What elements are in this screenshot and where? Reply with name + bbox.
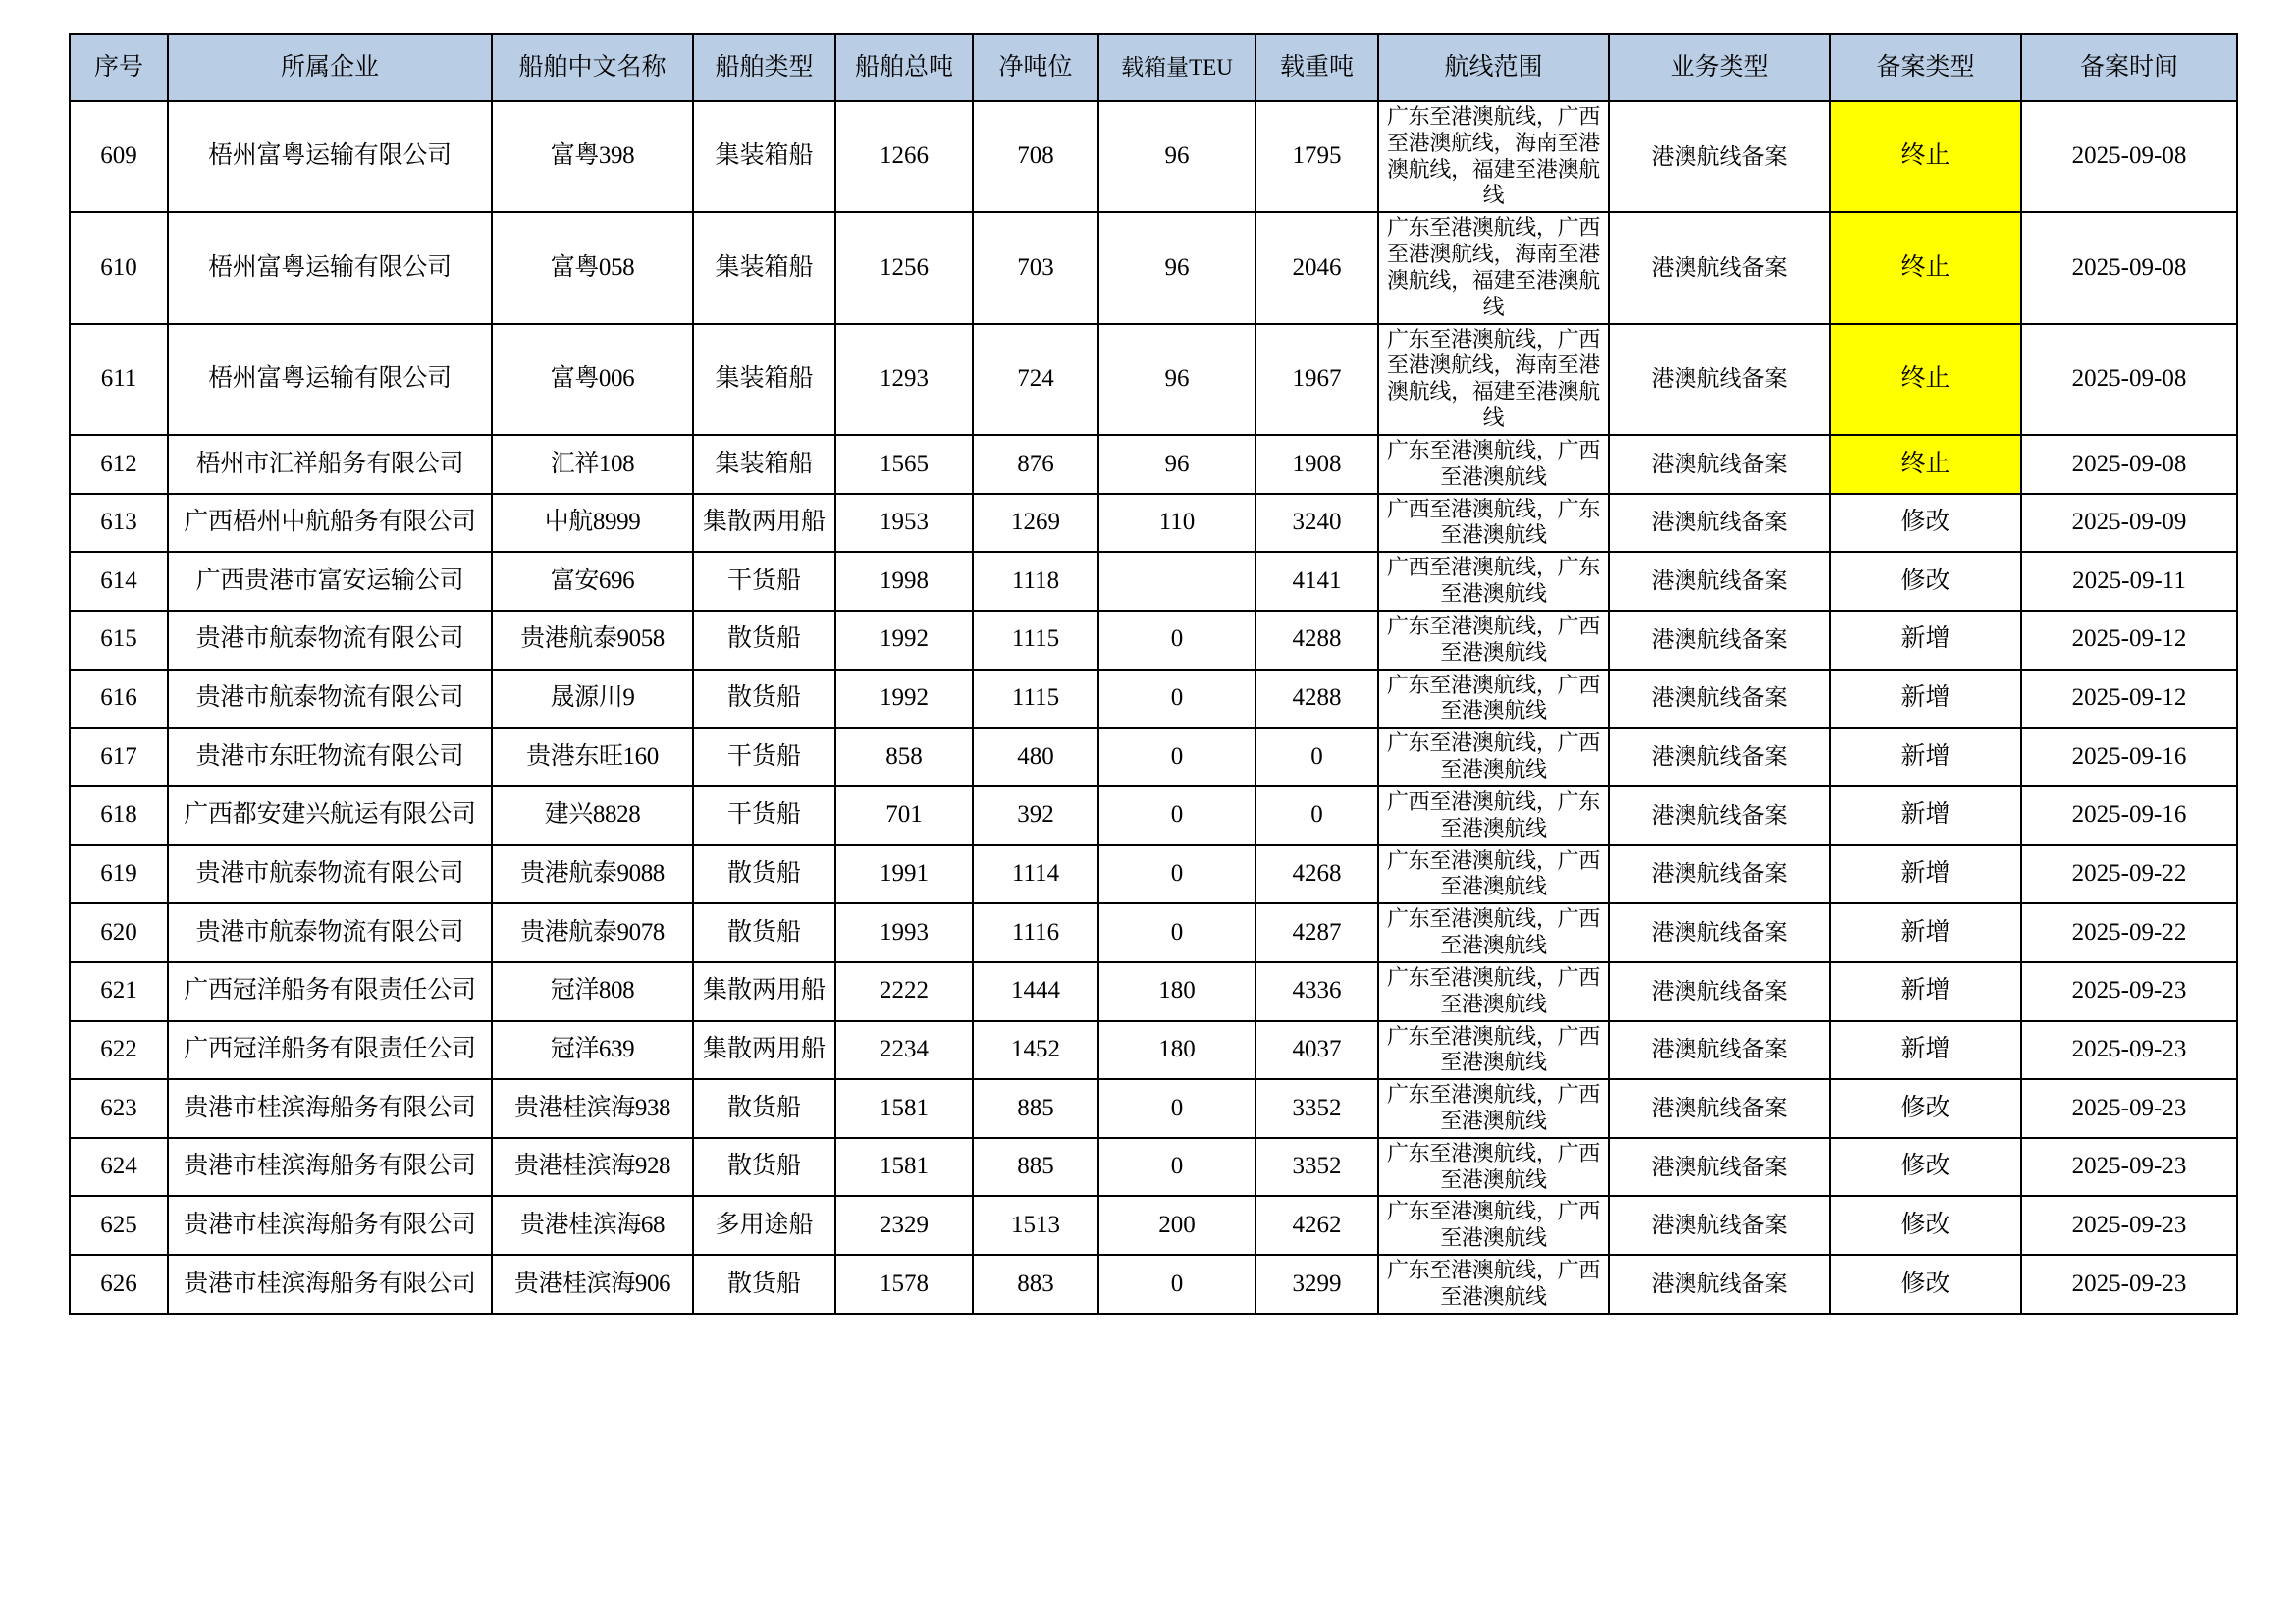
cell-ship-type: 散货船 xyxy=(693,611,835,670)
cell-seq: 619 xyxy=(70,845,168,904)
cell-record-date: 2025-09-23 xyxy=(2021,1079,2237,1138)
cell-ship-type: 集散两用船 xyxy=(693,1021,835,1080)
cell-route: 广西至港澳航线，广东至港澳航线 xyxy=(1378,786,1609,845)
column-header-teu: 载箱量TEU xyxy=(1098,34,1255,101)
cell-seq: 624 xyxy=(70,1138,168,1197)
cell-record-date: 2025-09-23 xyxy=(2021,1138,2237,1197)
cell-ship-type: 干货船 xyxy=(693,728,835,786)
column-header-gross-tonnage: 船舶总吨 xyxy=(835,34,973,101)
cell-record-date: 2025-09-09 xyxy=(2021,494,2237,553)
cell-deadweight: 3352 xyxy=(1255,1079,1378,1138)
cell-ship-type: 集散两用船 xyxy=(693,494,835,553)
cell-record-type: 新增 xyxy=(1830,845,2021,904)
table-row xyxy=(70,212,2237,323)
table-row xyxy=(70,324,2237,435)
cell-gross-tonnage: 1953 xyxy=(835,494,973,553)
cell-ship-type: 集散两用船 xyxy=(693,962,835,1021)
cell-record-type: 终止 xyxy=(1830,101,2021,212)
cell-company: 贵港市桂滨海船务有限公司 xyxy=(168,1138,492,1197)
cell-ship-name: 富安696 xyxy=(492,552,693,611)
cell-net-tonnage: 883 xyxy=(973,1255,1098,1314)
cell-business-type: 港澳航线备案 xyxy=(1609,552,1830,611)
cell-gross-tonnage: 1992 xyxy=(835,670,973,729)
column-header-record-date: 备案时间 xyxy=(2021,34,2237,101)
cell-business-type: 港澳航线备案 xyxy=(1609,1196,1830,1255)
cell-gross-tonnage: 858 xyxy=(835,728,973,786)
cell-deadweight: 4262 xyxy=(1255,1196,1378,1255)
cell-record-type: 新增 xyxy=(1830,611,2021,670)
cell-business-type: 港澳航线备案 xyxy=(1609,1255,1830,1314)
cell-net-tonnage: 1444 xyxy=(973,962,1098,1021)
cell-company: 贵港市桂滨海船务有限公司 xyxy=(168,1079,492,1138)
cell-gross-tonnage: 1998 xyxy=(835,552,973,611)
cell-gross-tonnage: 1293 xyxy=(835,324,973,435)
cell-seq: 618 xyxy=(70,786,168,845)
cell-ship-type: 散货船 xyxy=(693,1255,835,1314)
cell-company: 广西贵港市富安运输公司 xyxy=(168,552,492,611)
cell-ship-name: 建兴8828 xyxy=(492,786,693,845)
column-header-ship-name: 船舶中文名称 xyxy=(492,34,693,101)
table-row xyxy=(70,552,2237,611)
cell-ship-name: 中航8999 xyxy=(492,494,693,553)
cell-deadweight: 4037 xyxy=(1255,1021,1378,1080)
cell-net-tonnage: 1452 xyxy=(973,1021,1098,1080)
cell-teu: 180 xyxy=(1098,1021,1255,1080)
cell-teu: 0 xyxy=(1098,670,1255,729)
cell-gross-tonnage: 1565 xyxy=(835,435,973,494)
cell-deadweight: 4268 xyxy=(1255,845,1378,904)
cell-route: 广东至港澳航线，广西至港澳航线 xyxy=(1378,962,1609,1021)
cell-route: 广东至港澳航线，广西至港澳航线 xyxy=(1378,728,1609,786)
column-header-record-type: 备案类型 xyxy=(1830,34,2021,101)
cell-company: 贵港市航泰物流有限公司 xyxy=(168,670,492,729)
cell-net-tonnage: 885 xyxy=(973,1138,1098,1197)
cell-record-type: 新增 xyxy=(1830,962,2021,1021)
cell-seq: 616 xyxy=(70,670,168,729)
cell-deadweight: 4288 xyxy=(1255,670,1378,729)
cell-deadweight: 4141 xyxy=(1255,552,1378,611)
cell-teu: 180 xyxy=(1098,962,1255,1021)
cell-company: 贵港市航泰物流有限公司 xyxy=(168,845,492,904)
cell-record-type: 终止 xyxy=(1830,324,2021,435)
cell-gross-tonnage: 1991 xyxy=(835,845,973,904)
cell-company: 贵港市桂滨海船务有限公司 xyxy=(168,1196,492,1255)
cell-ship-name: 富粤006 xyxy=(492,324,693,435)
table-row xyxy=(70,1138,2237,1197)
cell-gross-tonnage: 1993 xyxy=(835,903,973,962)
cell-record-type: 修改 xyxy=(1830,1079,2021,1138)
cell-record-date: 2025-09-22 xyxy=(2021,845,2237,904)
cell-teu: 0 xyxy=(1098,611,1255,670)
table-row xyxy=(70,786,2237,845)
cell-teu: 110 xyxy=(1098,494,1255,553)
cell-business-type: 港澳航线备案 xyxy=(1609,1138,1830,1197)
table-row xyxy=(70,728,2237,786)
cell-net-tonnage: 703 xyxy=(973,212,1098,323)
cell-deadweight: 0 xyxy=(1255,786,1378,845)
cell-seq: 609 xyxy=(70,101,168,212)
cell-ship-name: 贵港东旺160 xyxy=(492,728,693,786)
cell-net-tonnage: 885 xyxy=(973,1079,1098,1138)
cell-teu: 96 xyxy=(1098,212,1255,323)
cell-company: 贵港市航泰物流有限公司 xyxy=(168,611,492,670)
cell-teu: 0 xyxy=(1098,903,1255,962)
cell-route: 广西至港澳航线，广东至港澳航线 xyxy=(1378,552,1609,611)
cell-company: 贵港市航泰物流有限公司 xyxy=(168,903,492,962)
cell-company: 广西冠洋船务有限责任公司 xyxy=(168,1021,492,1080)
cell-seq: 621 xyxy=(70,962,168,1021)
cell-ship-name: 汇祥108 xyxy=(492,435,693,494)
cell-gross-tonnage: 2234 xyxy=(835,1021,973,1080)
cell-ship-name: 贵港桂滨海906 xyxy=(492,1255,693,1314)
cell-ship-type: 多用途船 xyxy=(693,1196,835,1255)
cell-record-type: 新增 xyxy=(1830,786,2021,845)
cell-business-type: 港澳航线备案 xyxy=(1609,494,1830,553)
cell-record-type: 修改 xyxy=(1830,1196,2021,1255)
cell-net-tonnage: 1116 xyxy=(973,903,1098,962)
cell-company: 梧州富粤运输有限公司 xyxy=(168,212,492,323)
cell-teu: 96 xyxy=(1098,101,1255,212)
cell-record-type: 终止 xyxy=(1830,212,2021,323)
cell-net-tonnage: 1513 xyxy=(973,1196,1098,1255)
cell-record-date: 2025-09-08 xyxy=(2021,212,2237,323)
cell-seq: 614 xyxy=(70,552,168,611)
table-header xyxy=(70,34,2237,101)
cell-business-type: 港澳航线备案 xyxy=(1609,101,1830,212)
cell-teu: 200 xyxy=(1098,1196,1255,1255)
cell-teu: 0 xyxy=(1098,728,1255,786)
cell-record-date: 2025-09-22 xyxy=(2021,903,2237,962)
cell-route: 广东至港澳航线，广西至港澳航线 xyxy=(1378,670,1609,729)
cell-ship-type: 干货船 xyxy=(693,552,835,611)
cell-ship-name: 贵港桂滨海938 xyxy=(492,1079,693,1138)
cell-deadweight: 1967 xyxy=(1255,324,1378,435)
cell-company: 广西都安建兴航运有限公司 xyxy=(168,786,492,845)
cell-gross-tonnage: 1581 xyxy=(835,1138,973,1197)
cell-seq: 626 xyxy=(70,1255,168,1314)
ship-registry-table xyxy=(69,33,2238,1315)
cell-record-type: 修改 xyxy=(1830,494,2021,553)
cell-deadweight: 4287 xyxy=(1255,903,1378,962)
cell-seq: 622 xyxy=(70,1021,168,1080)
column-header-deadweight: 载重吨 xyxy=(1255,34,1378,101)
cell-route: 广西至港澳航线，广东至港澳航线 xyxy=(1378,494,1609,553)
cell-company: 梧州市汇祥船务有限公司 xyxy=(168,435,492,494)
cell-company: 广西梧州中航船务有限公司 xyxy=(168,494,492,553)
cell-ship-type: 集装箱船 xyxy=(693,101,835,212)
cell-record-date: 2025-09-23 xyxy=(2021,1021,2237,1080)
cell-gross-tonnage: 2222 xyxy=(835,962,973,1021)
cell-business-type: 港澳航线备案 xyxy=(1609,611,1830,670)
cell-record-type: 终止 xyxy=(1830,435,2021,494)
cell-teu: 0 xyxy=(1098,845,1255,904)
cell-seq: 612 xyxy=(70,435,168,494)
cell-gross-tonnage: 1578 xyxy=(835,1255,973,1314)
cell-net-tonnage: 708 xyxy=(973,101,1098,212)
cell-business-type: 港澳航线备案 xyxy=(1609,435,1830,494)
table-row xyxy=(70,494,2237,553)
cell-record-type: 新增 xyxy=(1830,903,2021,962)
cell-route: 广东至港澳航线，广西至港澳航线 xyxy=(1378,903,1609,962)
cell-ship-name: 冠洋639 xyxy=(492,1021,693,1080)
cell-net-tonnage: 1269 xyxy=(973,494,1098,553)
cell-ship-name: 贵港航泰9088 xyxy=(492,845,693,904)
cell-record-type: 修改 xyxy=(1830,1138,2021,1197)
cell-record-date: 2025-09-16 xyxy=(2021,728,2237,786)
cell-deadweight: 4288 xyxy=(1255,611,1378,670)
cell-ship-type: 集装箱船 xyxy=(693,324,835,435)
cell-route: 广东至港澳航线，广西至港澳航线 xyxy=(1378,1196,1609,1255)
cell-business-type: 港澳航线备案 xyxy=(1609,324,1830,435)
cell-ship-type: 干货船 xyxy=(693,786,835,845)
cell-deadweight: 3299 xyxy=(1255,1255,1378,1314)
cell-record-type: 修改 xyxy=(1830,1255,2021,1314)
table-row xyxy=(70,611,2237,670)
column-header-ship-type: 船舶类型 xyxy=(693,34,835,101)
cell-teu: 96 xyxy=(1098,435,1255,494)
cell-seq: 611 xyxy=(70,324,168,435)
cell-deadweight: 1795 xyxy=(1255,101,1378,212)
cell-seq: 617 xyxy=(70,728,168,786)
cell-deadweight: 2046 xyxy=(1255,212,1378,323)
cell-business-type: 港澳航线备案 xyxy=(1609,670,1830,729)
cell-ship-name: 富粤058 xyxy=(492,212,693,323)
cell-seq: 615 xyxy=(70,611,168,670)
cell-record-date: 2025-09-08 xyxy=(2021,101,2237,212)
cell-company: 贵港市桂滨海船务有限公司 xyxy=(168,1255,492,1314)
cell-gross-tonnage: 701 xyxy=(835,786,973,845)
cell-record-type: 修改 xyxy=(1830,552,2021,611)
cell-record-date: 2025-09-08 xyxy=(2021,324,2237,435)
column-header-route: 航线范围 xyxy=(1378,34,1609,101)
cell-ship-name: 晟源川9 xyxy=(492,670,693,729)
cell-route: 广东至港澳航线，广西至港澳航线 xyxy=(1378,1021,1609,1080)
cell-ship-type: 散货船 xyxy=(693,903,835,962)
cell-seq: 610 xyxy=(70,212,168,323)
cell-seq: 613 xyxy=(70,494,168,553)
cell-net-tonnage: 724 xyxy=(973,324,1098,435)
cell-deadweight: 0 xyxy=(1255,728,1378,786)
cell-net-tonnage: 480 xyxy=(973,728,1098,786)
cell-ship-name: 贵港桂滨海68 xyxy=(492,1196,693,1255)
cell-route: 广东至港澳航线，广西至港澳航线，海南至港澳航线，福建至港澳航线 xyxy=(1378,101,1609,212)
cell-record-date: 2025-09-12 xyxy=(2021,670,2237,729)
cell-net-tonnage: 876 xyxy=(973,435,1098,494)
table-body xyxy=(70,101,2237,1314)
cell-record-date: 2025-09-23 xyxy=(2021,1255,2237,1314)
cell-net-tonnage: 1115 xyxy=(973,670,1098,729)
cell-teu: 0 xyxy=(1098,1138,1255,1197)
cell-ship-type: 集装箱船 xyxy=(693,435,835,494)
cell-gross-tonnage: 1992 xyxy=(835,611,973,670)
cell-business-type: 港澳航线备案 xyxy=(1609,845,1830,904)
cell-route: 广东至港澳航线，广西至港澳航线 xyxy=(1378,435,1609,494)
table-row xyxy=(70,670,2237,729)
cell-net-tonnage: 1115 xyxy=(973,611,1098,670)
cell-gross-tonnage: 1266 xyxy=(835,101,973,212)
cell-company: 广西冠洋船务有限责任公司 xyxy=(168,962,492,1021)
table-row xyxy=(70,1196,2237,1255)
cell-business-type: 港澳航线备案 xyxy=(1609,1079,1830,1138)
cell-record-date: 2025-09-12 xyxy=(2021,611,2237,670)
table-row xyxy=(70,101,2237,212)
cell-business-type: 港澳航线备案 xyxy=(1609,728,1830,786)
cell-record-type: 新增 xyxy=(1830,728,2021,786)
cell-deadweight: 3352 xyxy=(1255,1138,1378,1197)
table-row xyxy=(70,1255,2237,1314)
cell-business-type: 港澳航线备案 xyxy=(1609,903,1830,962)
table-row xyxy=(70,845,2237,904)
column-header-seq: 序号 xyxy=(70,34,168,101)
cell-record-date: 2025-09-08 xyxy=(2021,435,2237,494)
cell-gross-tonnage: 1581 xyxy=(835,1079,973,1138)
cell-ship-name: 贵港航泰9058 xyxy=(492,611,693,670)
cell-deadweight: 4336 xyxy=(1255,962,1378,1021)
cell-ship-name: 贵港桂滨海928 xyxy=(492,1138,693,1197)
cell-seq: 623 xyxy=(70,1079,168,1138)
cell-route: 广东至港澳航线，广西至港澳航线 xyxy=(1378,845,1609,904)
cell-seq: 625 xyxy=(70,1196,168,1255)
cell-record-date: 2025-09-16 xyxy=(2021,786,2237,845)
cell-route: 广东至港澳航线，广西至港澳航线 xyxy=(1378,1079,1609,1138)
cell-record-date: 2025-09-23 xyxy=(2021,962,2237,1021)
cell-business-type: 港澳航线备案 xyxy=(1609,962,1830,1021)
cell-ship-type: 散货船 xyxy=(693,1079,835,1138)
table-row xyxy=(70,1079,2237,1138)
cell-ship-name: 富粤398 xyxy=(492,101,693,212)
cell-route: 广东至港澳航线，广西至港澳航线，海南至港澳航线，福建至港澳航线 xyxy=(1378,324,1609,435)
cell-ship-name: 贵港航泰9078 xyxy=(492,903,693,962)
cell-ship-type: 散货船 xyxy=(693,670,835,729)
cell-business-type: 港澳航线备案 xyxy=(1609,786,1830,845)
cell-teu: 0 xyxy=(1098,786,1255,845)
cell-gross-tonnage: 2329 xyxy=(835,1196,973,1255)
cell-route: 广东至港澳航线，广西至港澳航线 xyxy=(1378,1138,1609,1197)
table-row xyxy=(70,1021,2237,1080)
column-header-business-type: 业务类型 xyxy=(1609,34,1830,101)
cell-ship-type: 散货船 xyxy=(693,1138,835,1197)
cell-net-tonnage: 1118 xyxy=(973,552,1098,611)
table-row xyxy=(70,435,2237,494)
cell-record-type: 新增 xyxy=(1830,670,2021,729)
cell-teu xyxy=(1098,552,1255,611)
cell-net-tonnage: 1114 xyxy=(973,845,1098,904)
cell-seq: 620 xyxy=(70,903,168,962)
cell-teu: 96 xyxy=(1098,324,1255,435)
cell-net-tonnage: 392 xyxy=(973,786,1098,845)
cell-company: 梧州富粤运输有限公司 xyxy=(168,324,492,435)
cell-business-type: 港澳航线备案 xyxy=(1609,1021,1830,1080)
cell-teu: 0 xyxy=(1098,1255,1255,1314)
cell-company: 梧州富粤运输有限公司 xyxy=(168,101,492,212)
cell-gross-tonnage: 1256 xyxy=(835,212,973,323)
table-row xyxy=(70,962,2237,1021)
cell-deadweight: 3240 xyxy=(1255,494,1378,553)
cell-teu: 0 xyxy=(1098,1079,1255,1138)
column-header-company: 所属企业 xyxy=(168,34,492,101)
cell-record-date: 2025-09-23 xyxy=(2021,1196,2237,1255)
table-row xyxy=(70,903,2237,962)
cell-deadweight: 1908 xyxy=(1255,435,1378,494)
cell-ship-type: 散货船 xyxy=(693,845,835,904)
column-header-net-tonnage: 净吨位 xyxy=(973,34,1098,101)
table-header-row xyxy=(70,34,2237,101)
cell-route: 广东至港澳航线，广西至港澳航线 xyxy=(1378,611,1609,670)
cell-route: 广东至港澳航线，广西至港澳航线 xyxy=(1378,1255,1609,1314)
cell-route: 广东至港澳航线，广西至港澳航线，海南至港澳航线，福建至港澳航线 xyxy=(1378,212,1609,323)
cell-ship-type: 集装箱船 xyxy=(693,212,835,323)
cell-ship-name: 冠洋808 xyxy=(492,962,693,1021)
cell-record-type: 新增 xyxy=(1830,1021,2021,1080)
cell-company: 贵港市东旺物流有限公司 xyxy=(168,728,492,786)
cell-record-date: 2025-09-11 xyxy=(2021,552,2237,611)
cell-business-type: 港澳航线备案 xyxy=(1609,212,1830,323)
